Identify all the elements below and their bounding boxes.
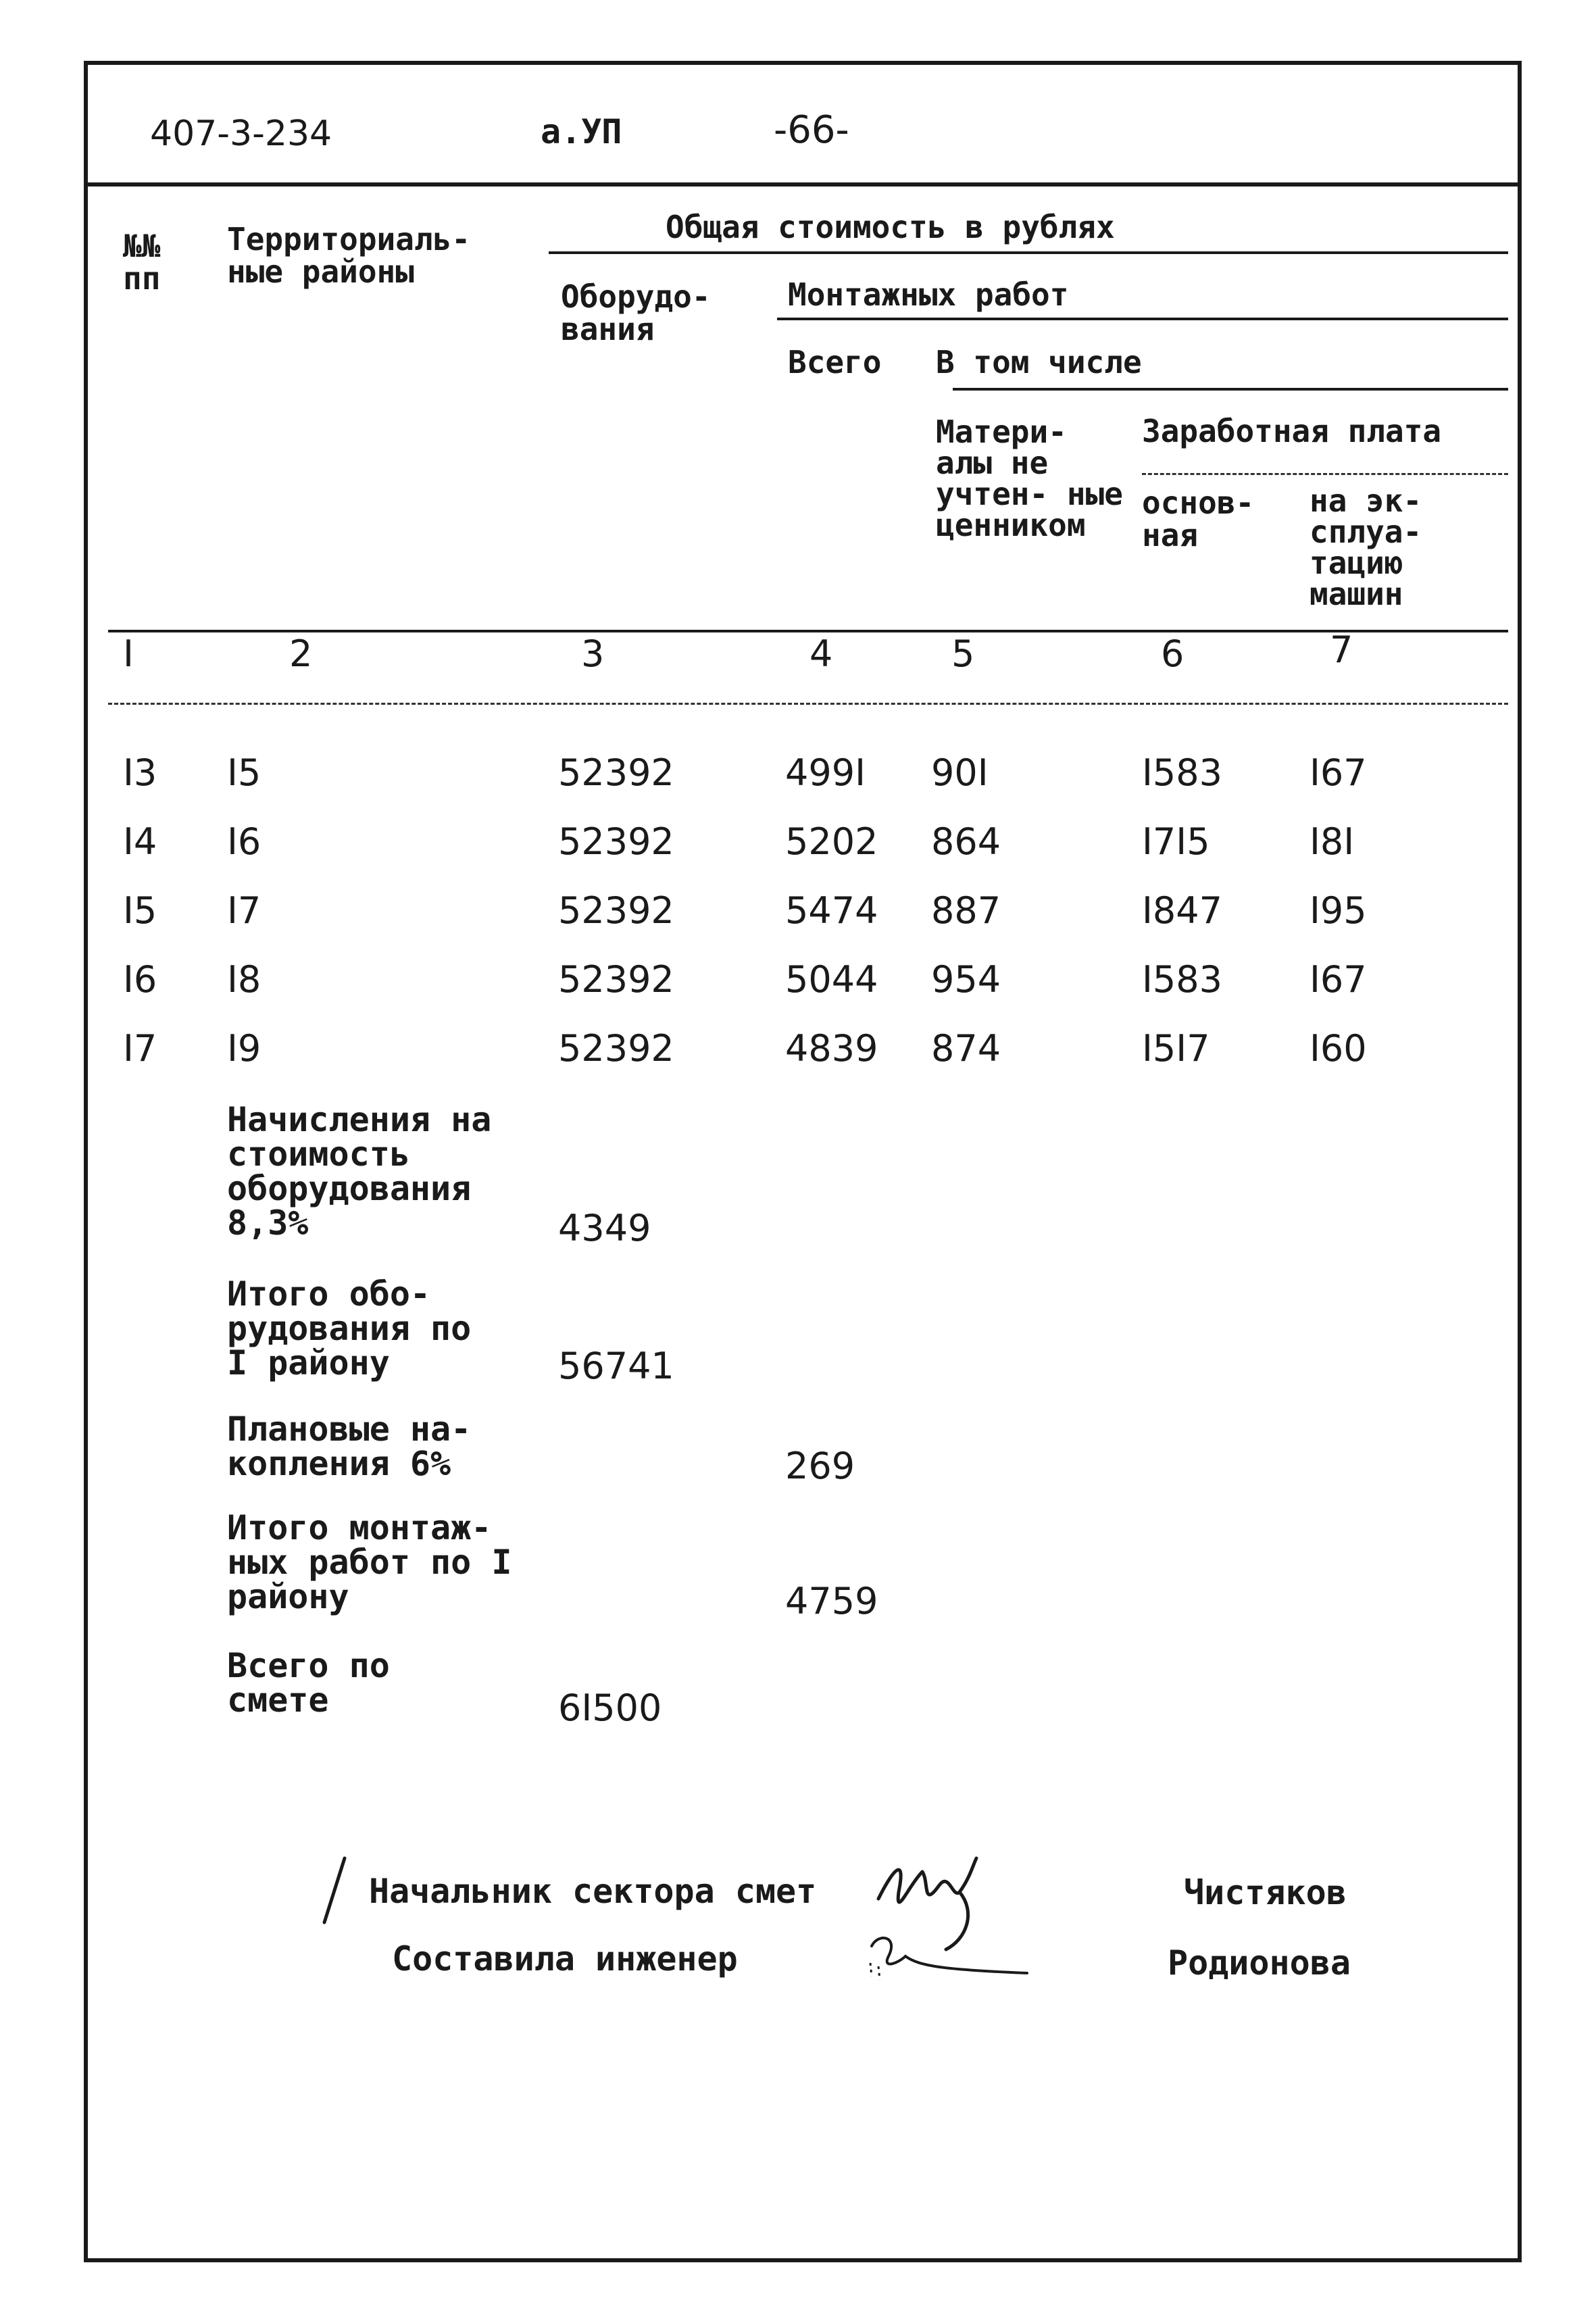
cell-inst-total: 5474 [785, 889, 878, 932]
header-num: №№ пп [123, 228, 161, 297]
cell-num: I3 [123, 751, 157, 794]
column-number: 4 [809, 632, 833, 675]
column-number: 3 [581, 632, 605, 675]
cell-inst-total: 4839 [785, 1027, 878, 1070]
summary-value-equipment-total: 56741 [558, 1345, 674, 1387]
header-divider [84, 182, 1522, 186]
cell-num: I7 [123, 1027, 157, 1070]
column-number: 2 [289, 632, 313, 675]
summary-label-estimate-total: Всего по смете [227, 1646, 390, 1720]
summary-label-equipment-total: Итого обо- рудования по I району [227, 1274, 472, 1383]
header-installation: Монтажных работ [788, 276, 1069, 313]
header-rule-installation [777, 318, 1508, 320]
document-code: 407-3-234 [150, 114, 332, 154]
margin-stroke [318, 1855, 351, 1929]
cell-wages-base: I7I5 [1142, 820, 1210, 863]
header-rule-wages [1142, 473, 1508, 475]
cell-num: I4 [123, 820, 157, 863]
summary-value-equipment-charges: 4349 [558, 1207, 651, 1249]
cell-equipment: 52392 [558, 751, 674, 794]
column-number: I [123, 632, 134, 675]
cell-wages-base: I583 [1142, 958, 1222, 1001]
cell-num: I5 [123, 889, 157, 932]
cell-region: I7 [227, 889, 261, 932]
summary-label-planned-savings: Плановые на- копления 6% [227, 1410, 472, 1483]
cell-equipment: 52392 [558, 1027, 674, 1070]
cell-equipment: 52392 [558, 958, 674, 1001]
cell-wages-machines: I67 [1310, 958, 1367, 1001]
cell-wages-machines: I8I [1310, 820, 1355, 863]
cell-materials: 864 [931, 820, 1001, 863]
cell-materials: 954 [931, 958, 1001, 1001]
signature-name-engineer: Родионова [1168, 1943, 1351, 1983]
cell-wages-machines: I60 [1310, 1027, 1367, 1070]
summary-value-estimate-total: 6I500 [558, 1687, 662, 1729]
header-including: В том числе [936, 344, 1142, 380]
cell-materials: 90I [931, 751, 989, 794]
column-number-rule [108, 703, 1508, 705]
column-number: 5 [951, 632, 975, 675]
column-number: 7 [1330, 628, 1353, 671]
header-wages-base: основ- ная [1142, 484, 1255, 554]
cell-equipment: 52392 [558, 889, 674, 932]
cell-region: I5 [227, 751, 261, 794]
header-materials: Матери- алы не учтен- ные ценником [936, 414, 1123, 543]
cell-region: I8 [227, 958, 261, 1001]
signature-name-head: Чистяков [1184, 1873, 1347, 1912]
header-rule-including [953, 388, 1508, 391]
header-rule-total [549, 251, 1508, 254]
header-equipment: Оборудо- вания [561, 278, 711, 348]
cell-materials: 887 [931, 889, 1001, 932]
handwritten-signature-image [858, 1845, 1034, 1993]
cell-wages-machines: I95 [1310, 889, 1367, 932]
page-number: -66- [774, 108, 849, 152]
signature-role-engineer: Составила инженер [392, 1939, 738, 1978]
summary-value-planned-savings: 269 [785, 1445, 855, 1487]
cell-equipment: 52392 [558, 820, 674, 863]
cell-materials: 874 [931, 1027, 1001, 1070]
cell-inst-total: 5044 [785, 958, 878, 1001]
album-label: а.УП [541, 112, 622, 151]
signature-role-head: Начальник сектора смет [369, 1872, 817, 1911]
cell-inst-total: 499I [785, 751, 866, 794]
summary-value-installation-total: 4759 [785, 1580, 878, 1622]
cell-region: I9 [227, 1027, 261, 1070]
cell-region: I6 [227, 820, 261, 863]
cell-inst-total: 5202 [785, 820, 878, 863]
summary-label-equipment-charges: Начисления на стоимость оборудования 8,3% [227, 1100, 492, 1243]
cell-wages-base: I583 [1142, 751, 1222, 794]
summary-label-installation-total: Итого монтаж- ных работ по I району [227, 1508, 512, 1616]
header-region: Территориаль- ные районы [227, 221, 471, 291]
cell-num: I6 [123, 958, 157, 1001]
header-rule-bottom [108, 630, 1508, 632]
cell-wages-base: I5I7 [1142, 1027, 1210, 1070]
cell-wages-machines: I67 [1310, 751, 1367, 794]
header-wages: Заработная плата [1142, 413, 1442, 449]
column-number: 6 [1161, 632, 1184, 675]
header-total: Общая стоимость в рублях [666, 209, 1115, 245]
header-inst-total: Всего [788, 344, 882, 380]
header-wages-machines: на эк- сплуа- тацию машин [1310, 482, 1422, 612]
cell-wages-base: I847 [1142, 889, 1222, 932]
